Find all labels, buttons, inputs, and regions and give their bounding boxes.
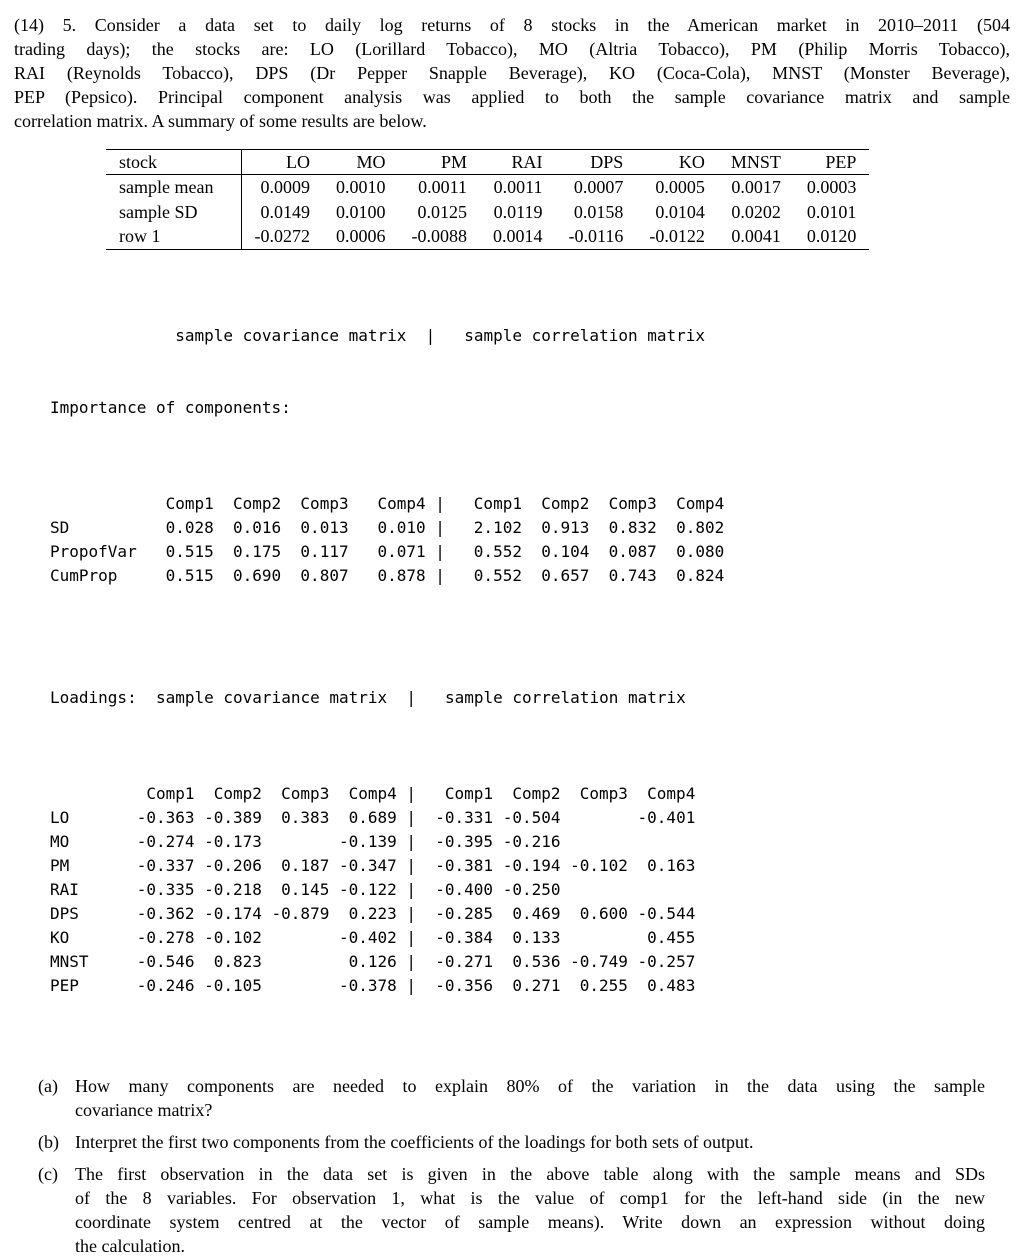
- loadings-heading: Loadings: sample covariance matrix | sample correlation matrix: [50, 688, 686, 707]
- row-label: PropofVar: [50, 542, 137, 561]
- loading-cell: -0.206: [204, 856, 262, 875]
- question-text-line: coordinate system centred at the vector of sample means). Write down an expression without doing: [75, 1212, 985, 1232]
- value-cell: 0.010: [377, 518, 426, 537]
- loading-cell: -0.274: [136, 832, 195, 851]
- question-text-line: Interpret the first two components from the coefficients of the loadings for both sets of output.: [75, 1132, 754, 1152]
- value-cell: 0.552: [473, 566, 522, 585]
- ticker-header: MO: [323, 150, 399, 175]
- component-header: Comp1: [165, 494, 214, 513]
- loading-cell: [628, 830, 695, 854]
- stock-table-body: [106, 150, 869, 250]
- question-item-a: [38, 1074, 985, 1122]
- loading-cell: 0.187: [281, 856, 330, 875]
- loading-cell: -0.285: [435, 904, 494, 923]
- component-header: Comp2: [213, 784, 262, 803]
- component-header: Comp3: [300, 494, 349, 513]
- loading-cell: 0.126: [348, 952, 397, 971]
- loading-cell: [560, 878, 627, 902]
- importance-heading: Importance of components:: [50, 398, 291, 417]
- stock-ticker-label: PEP: [50, 976, 79, 995]
- loading-cell: -0.347: [338, 856, 397, 875]
- stock-table-row: [106, 175, 869, 200]
- table-cell: 0.0017: [731, 176, 781, 197]
- loading-cell: 0.469: [512, 904, 561, 923]
- loading-cell: [262, 830, 329, 854]
- question-label: (c): [38, 1164, 58, 1184]
- value-cell: 0.013: [300, 518, 349, 537]
- component-header: Comp4: [676, 494, 725, 513]
- question-text-line: The first observation in the data set is given in the above table along with the sample means and SDs: [75, 1164, 985, 1184]
- question-list: [38, 1074, 1010, 1258]
- value-cell: 0.080: [676, 542, 725, 561]
- stock-ticker-label: DPS: [50, 904, 79, 923]
- table-cell: 0.0041: [731, 226, 781, 247]
- stock-column-header: stock: [106, 150, 241, 175]
- problem-statement-line: trading days); the stocks are: LO (Lorillard Tobacco), MO (Altria Tobacco), PM (Philip Morris Tobacco),: [14, 39, 1010, 59]
- problem-statement-line: (14) 5. Consider a data set to daily log returns of 8 stocks in the American market in 2010–2011 (504: [14, 15, 1010, 35]
- table-cell: 0.0011: [418, 176, 467, 197]
- loading-cell: 0.383: [281, 808, 330, 827]
- question-text-line: of the 8 variables. For observation 1, what is the value of comp1 for the left-hand side (in the new: [75, 1188, 985, 1208]
- loading-cell: -0.400: [435, 880, 494, 899]
- table-cell: 0.0120: [806, 226, 857, 247]
- loading-cell: 0.223: [348, 904, 397, 923]
- ticker-header: PEP: [794, 150, 870, 175]
- value-cell: 0.016: [233, 518, 282, 537]
- value-cell: 0.657: [541, 566, 590, 585]
- table-cell: 0.0119: [493, 201, 543, 222]
- component-header: Comp1: [473, 494, 522, 513]
- component-header: Comp1: [146, 784, 195, 803]
- value-cell: 0.807: [300, 566, 349, 585]
- stock-table-row: [106, 225, 869, 250]
- loading-cell: -0.122: [338, 880, 397, 899]
- row-label: sample mean: [106, 175, 241, 200]
- value-cell: 0.824: [676, 566, 725, 585]
- loading-cell: -0.401: [637, 808, 696, 827]
- loading-cell: 0.689: [348, 808, 397, 827]
- row-label: sample SD: [106, 200, 241, 225]
- value-cell: 0.802: [676, 518, 725, 537]
- loading-cell: -0.331: [435, 808, 494, 827]
- value-cell: 0.743: [608, 566, 657, 585]
- stock-table-row: [106, 200, 869, 225]
- table-cell: 0.0104: [655, 201, 705, 222]
- table-cell: -0.0272: [254, 226, 310, 247]
- value-cell: 0.071: [377, 542, 426, 561]
- separator-pipe: |: [406, 880, 417, 899]
- value-cell: 0.028: [165, 518, 214, 537]
- question-text: [75, 1162, 985, 1258]
- component-header: Comp4: [647, 784, 696, 803]
- stock-ticker-label: RAI: [50, 880, 79, 899]
- loading-cell: 0.255: [579, 976, 628, 995]
- table-cell: 0.0125: [417, 201, 467, 222]
- loadings-header-row: [50, 782, 695, 806]
- loading-cell: -0.879: [271, 904, 330, 923]
- value-cell: 0.832: [608, 518, 657, 537]
- table-cell: 0.0005: [655, 176, 705, 197]
- value-cell: 0.690: [233, 566, 282, 585]
- separator-pipe: |: [435, 494, 445, 513]
- loadings-row: [50, 974, 695, 998]
- problem-statement-line: PEP (Pepsico). Principal component analysis was applied to both the sample covariance matrix and sample: [14, 87, 1010, 107]
- ticker-header: DPS: [556, 150, 637, 175]
- loadings-row: [50, 806, 695, 830]
- loadings-row: [50, 830, 695, 854]
- component-header: Comp3: [608, 494, 657, 513]
- loading-cell: -0.395: [435, 832, 494, 851]
- loading-cell: -0.174: [204, 904, 262, 923]
- separator-pipe: |: [406, 808, 417, 827]
- table-cell: 0.0101: [806, 201, 857, 222]
- component-header: Comp1: [444, 784, 494, 803]
- question-text-line: How many components are needed to explain 80% of the variation in the data using the sample: [75, 1076, 985, 1096]
- loading-cell: -0.362: [136, 904, 195, 923]
- loading-cell: -0.271: [435, 952, 494, 971]
- separator-pipe: |: [435, 518, 445, 537]
- separator-pipe: |: [406, 904, 417, 923]
- value-cell: 0.552: [473, 542, 522, 561]
- value-cell: 0.117: [300, 542, 349, 561]
- value-cell: 0.878: [377, 566, 426, 585]
- loading-cell: -0.384: [435, 928, 494, 947]
- table-cell: 0.0010: [336, 176, 386, 197]
- component-header: Comp4: [348, 784, 397, 803]
- question-text-line: covariance matrix?: [75, 1100, 213, 1120]
- table-cell: 0.0149: [260, 201, 310, 222]
- table-cell: -0.0122: [649, 226, 705, 247]
- question-item-c: [38, 1162, 985, 1258]
- component-header: Comp2: [512, 784, 561, 803]
- stock-ticker-label: MO: [50, 832, 70, 851]
- loading-cell: 0.163: [647, 856, 696, 875]
- value-cell: 0.913: [541, 518, 590, 537]
- empty-cell: [50, 782, 127, 806]
- loading-cell: [560, 830, 627, 854]
- row-label: CumProp: [50, 566, 118, 585]
- table-cell: 0.0011: [493, 176, 543, 197]
- loading-cell: 0.145: [281, 880, 330, 899]
- ticker-header: LO: [241, 150, 323, 175]
- loadings-row: [50, 854, 695, 878]
- table-cell: 0.0003: [806, 176, 857, 197]
- table-cell: 0.0202: [731, 201, 781, 222]
- loadings-row: [50, 902, 695, 926]
- separator-pipe: |: [435, 542, 445, 561]
- importance-row: [50, 540, 724, 564]
- loading-cell: -0.378: [338, 976, 397, 995]
- separator-pipe: |: [406, 832, 417, 851]
- table-cell: -0.0116: [568, 226, 624, 247]
- table-cell: -0.0088: [411, 226, 467, 247]
- separator-pipe: |: [406, 976, 417, 995]
- loading-cell: -0.363: [136, 808, 195, 827]
- loading-cell: -0.105: [204, 976, 262, 995]
- loading-cell: 0.455: [647, 928, 696, 947]
- pca-output-section: [50, 276, 1010, 1046]
- stock-ticker-label: LO: [50, 808, 70, 827]
- loading-cell: -0.173: [204, 832, 262, 851]
- loading-cell: -0.246: [136, 976, 195, 995]
- loading-cell: 0.536: [512, 952, 561, 971]
- stock-summary-table: [106, 149, 869, 250]
- loading-cell: -0.356: [435, 976, 494, 995]
- row-label: SD: [50, 518, 70, 537]
- component-header: Comp3: [281, 784, 330, 803]
- separator-pipe: |: [406, 952, 417, 971]
- table-cell: 0.0100: [336, 201, 386, 222]
- ticker-header: PM: [399, 150, 481, 175]
- question-text: [75, 1074, 985, 1122]
- component-header: Comp4: [377, 494, 426, 513]
- question-label: (b): [38, 1132, 59, 1152]
- loading-cell: -0.389: [204, 808, 262, 827]
- loading-cell: -0.216: [502, 832, 561, 851]
- importance-table: [50, 492, 724, 588]
- loading-cell: -0.278: [136, 928, 195, 947]
- component-header: Comp2: [541, 494, 590, 513]
- value-cell: 0.087: [608, 542, 657, 561]
- stock-ticker-label: KO: [50, 928, 70, 947]
- loadings-row: [50, 878, 695, 902]
- question-text: [75, 1130, 985, 1154]
- loading-cell: -0.218: [204, 880, 262, 899]
- loading-cell: -0.381: [435, 856, 494, 875]
- loading-cell: -0.546: [136, 952, 195, 971]
- loading-cell: -0.102: [204, 928, 262, 947]
- loading-cell: [560, 926, 627, 950]
- table-cell: 0.0158: [573, 201, 624, 222]
- component-header: Comp2: [233, 494, 282, 513]
- component-header: Comp3: [579, 784, 628, 803]
- value-cell: 0.515: [165, 542, 214, 561]
- value-cell: 0.104: [541, 542, 590, 561]
- stock-summary-section: [106, 149, 1010, 250]
- loading-cell: [262, 926, 329, 950]
- loading-cell: -0.194: [502, 856, 561, 875]
- question-text-line: the calculation.: [75, 1236, 185, 1256]
- question-label: (a): [38, 1076, 58, 1096]
- loadings-row: [50, 926, 695, 950]
- loading-cell: -0.749: [570, 952, 628, 971]
- loadings-table: [50, 782, 695, 998]
- table-cell: 0.0009: [260, 176, 310, 197]
- row-label: row 1: [106, 225, 241, 250]
- loading-cell: -0.139: [338, 832, 397, 851]
- loading-cell: -0.402: [338, 928, 397, 947]
- loading-cell: -0.335: [136, 880, 195, 899]
- loading-cell: -0.250: [502, 880, 561, 899]
- table-cell: 0.0007: [573, 176, 624, 197]
- ticker-header: MNST: [718, 150, 794, 175]
- table-cell: 0.0006: [336, 226, 386, 247]
- loadings-row: [50, 950, 695, 974]
- loading-cell: -0.504: [502, 808, 561, 827]
- stock-ticker-label: PM: [50, 856, 70, 875]
- loading-cell: [560, 806, 627, 830]
- separator-pipe: |: [406, 928, 417, 947]
- value-cell: 2.102: [473, 518, 522, 537]
- problem-statement-line: correlation matrix. A summary of some results are below.: [14, 111, 427, 131]
- importance-table-body: [50, 492, 724, 588]
- loading-cell: -0.337: [136, 856, 195, 875]
- stock-ticker-label: MNST: [50, 952, 89, 971]
- importance-row: [50, 516, 724, 540]
- separator-pipe: |: [435, 566, 445, 585]
- importance-header-row: [50, 492, 724, 516]
- table-cell: 0.0014: [493, 226, 543, 247]
- question-item-b: [38, 1130, 985, 1154]
- value-cell: 0.515: [165, 566, 214, 585]
- empty-cell: [50, 492, 146, 516]
- loading-cell: -0.102: [570, 856, 628, 875]
- value-cell: 0.175: [233, 542, 282, 561]
- matrix-titles-line: sample covariance matrix | sample correlation matrix: [175, 326, 706, 345]
- loading-cell: 0.133: [512, 928, 561, 947]
- loading-cell: [628, 878, 695, 902]
- loading-cell: -0.544: [637, 904, 696, 923]
- problem-statement-line: RAI (Reynolds Tobacco), DPS (Dr Pepper Snapple Beverage), KO (Coca-Cola), MNST (Monster Beverage),: [14, 63, 1010, 83]
- ticker-header: RAI: [480, 150, 556, 175]
- loading-cell: [262, 974, 329, 998]
- separator-pipe: |: [406, 856, 417, 875]
- importance-row: [50, 564, 724, 588]
- loading-cell: [262, 950, 329, 974]
- stock-table-header-row: [106, 150, 869, 175]
- loading-cell: 0.483: [647, 976, 696, 995]
- separator-pipe: |: [406, 784, 417, 803]
- loadings-table-body: [50, 782, 695, 998]
- loading-cell: 0.823: [213, 952, 262, 971]
- loading-cell: -0.257: [637, 952, 696, 971]
- loading-cell: 0.271: [512, 976, 561, 995]
- ticker-header: KO: [636, 150, 718, 175]
- loading-cell: 0.600: [579, 904, 628, 923]
- problem-statement: [14, 13, 1010, 133]
